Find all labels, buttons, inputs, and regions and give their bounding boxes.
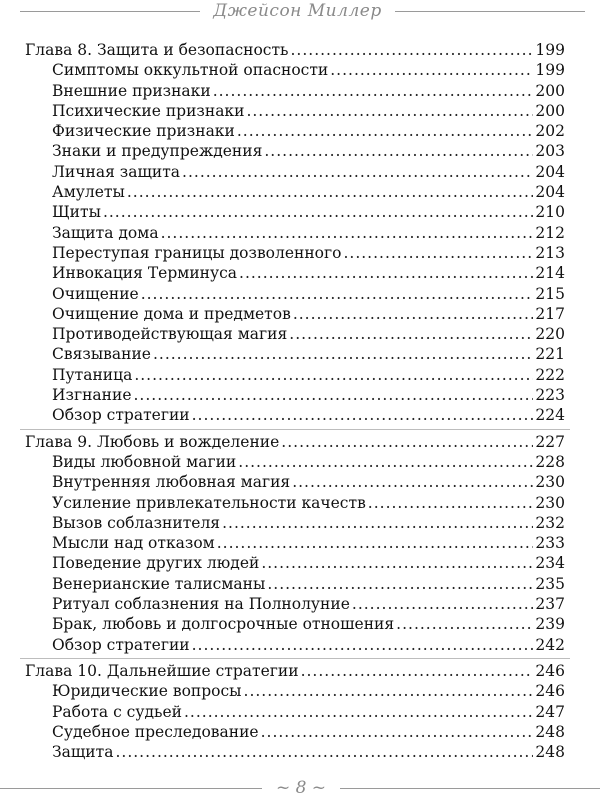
dot-leader [352, 594, 534, 614]
dot-leader [134, 365, 533, 385]
toc-entry-title: Вызов соблазнителя [52, 513, 221, 532]
header-rule-right [395, 11, 585, 12]
toc-entry [25, 574, 565, 594]
toc-entry [25, 365, 565, 385]
toc-entry-title: Связывание [52, 345, 151, 364]
toc-page-number: 224 [535, 406, 565, 425]
toc-page-number: 246 [535, 661, 565, 680]
toc-page-number: 242 [535, 635, 565, 654]
toc-entry [25, 533, 565, 553]
toc-entry-title: Очищение дома и предметов [52, 304, 291, 323]
toc-page-number: 228 [535, 452, 565, 471]
toc-entry-title: Обзор стратегии [52, 635, 190, 654]
toc-page-number: 210 [535, 203, 565, 222]
toc-page-number: 248 [535, 722, 565, 741]
dot-leader [301, 661, 534, 681]
toc-entry [25, 702, 565, 722]
toc-page-number: 230 [535, 473, 565, 492]
dot-leader [281, 432, 533, 452]
dot-leader [368, 493, 534, 513]
toc-entry-title: Инвокация Терминуса [52, 264, 238, 283]
toc-page-number: 237 [535, 595, 565, 614]
toc-entry-title: Защита дома [52, 223, 159, 242]
dot-leader [396, 614, 533, 634]
toc-page-number: 220 [535, 325, 565, 344]
toc-page-number: 203 [535, 142, 565, 161]
toc-entry-title: Судебное преследование [52, 722, 259, 741]
toc-page-number: 199 [535, 41, 565, 59]
toc-entry [25, 60, 565, 80]
dot-leader [246, 101, 533, 121]
dot-leader [264, 141, 533, 161]
toc-entry-title: Путаница [52, 365, 133, 384]
dot-leader [261, 722, 534, 742]
toc-page-number: 202 [535, 122, 565, 141]
chapter-title: Глава 9. Любовь и вожделение [25, 432, 280, 451]
chapter-title: Глава 8. Защита и безопасность [25, 41, 289, 59]
dot-leader [267, 574, 533, 594]
running-footer [0, 776, 600, 800]
toc-entry [25, 722, 565, 742]
toc-entry [25, 405, 565, 425]
dot-leader [289, 324, 533, 344]
toc-entry-title: Брак, любовь и долгосрочные отношения [52, 615, 395, 634]
dot-leader [115, 742, 533, 762]
toc-entry-title: Личная защита [52, 162, 181, 181]
dot-leader [127, 182, 534, 202]
chapter-row [25, 661, 565, 681]
toc-entry [25, 81, 565, 101]
toc-entry [25, 385, 565, 405]
dot-leader [182, 162, 533, 182]
dot-leader [343, 243, 533, 263]
toc-entry [25, 304, 565, 324]
toc-entry [25, 243, 565, 263]
toc-entry-title: Щиты [52, 203, 101, 222]
toc-page-number: 215 [535, 284, 565, 303]
dot-leader [103, 202, 533, 222]
footer-rule-right [340, 788, 600, 789]
chapter-divider [20, 429, 570, 430]
toc-page-number: 247 [535, 702, 565, 721]
toc-page-number: 204 [535, 183, 565, 202]
dot-leader [237, 121, 534, 141]
toc-entry-title: Ритуал соблазнения на Полнолуние [52, 595, 350, 614]
toc-entry [25, 263, 565, 283]
toc-entry-title: Венерианские талисманы [52, 574, 266, 593]
toc-entry-title: Амулеты [52, 183, 125, 202]
toc-entry-title: Защита [52, 743, 114, 762]
toc-entry [25, 594, 565, 614]
toc-entry-title: Усиление привлекательности качеств [52, 493, 366, 512]
toc-entry [25, 614, 565, 634]
chapter-row [25, 432, 565, 452]
toc-page-number: 200 [535, 101, 565, 120]
toc-entry [25, 681, 565, 701]
dot-leader [261, 553, 533, 573]
dot-leader [238, 452, 533, 472]
toc-entry [25, 472, 565, 492]
toc-entry-title: Юридические вопросы [52, 682, 242, 701]
toc-entry-title: Внешние признаки [52, 81, 211, 100]
toc-entry [25, 284, 565, 304]
dot-leader [291, 40, 534, 60]
toc-entry-title: Виды любовной магии [52, 452, 237, 471]
toc-page-number: 212 [535, 223, 565, 242]
dot-leader [217, 533, 534, 553]
header-author: Джейсон Миллер [213, 1, 382, 21]
toc-page-number: 204 [535, 162, 565, 181]
toc-page-number: 217 [535, 304, 565, 323]
toc-entry [25, 553, 565, 573]
toc-entry [25, 324, 565, 344]
dot-leader [239, 263, 533, 283]
toc-entry [25, 344, 565, 364]
toc-entry-title: Симптомы оккультной опасности [52, 61, 329, 80]
toc-entry-title: Обзор стратегии [52, 406, 190, 425]
toc-entry [25, 162, 565, 182]
chapter-divider [20, 658, 570, 659]
toc-page-number: 248 [535, 743, 565, 762]
toc-page-number: 213 [535, 243, 565, 262]
dot-leader [213, 81, 534, 101]
toc-entry [25, 101, 565, 121]
toc-entry [25, 121, 565, 141]
toc-page-number: 230 [535, 493, 565, 512]
dot-leader [184, 702, 533, 722]
dot-leader [244, 681, 534, 701]
toc-page-number: 223 [535, 386, 565, 405]
toc-entry-title: Работа с судьей [52, 702, 182, 721]
dot-leader [153, 344, 533, 364]
toc-page-number: 234 [535, 554, 565, 573]
toc-entry [25, 635, 565, 655]
toc-page-number: 221 [535, 345, 565, 364]
toc-entry-title: Физические признаки [52, 122, 235, 141]
toc-page-number: 235 [535, 574, 565, 593]
dot-leader [222, 513, 533, 533]
dot-leader [161, 223, 534, 243]
toc-page-number: 233 [535, 534, 565, 553]
toc-entry-title: Противодействующая магия [52, 325, 288, 344]
dot-leader [330, 60, 533, 80]
table-of-contents [25, 40, 565, 762]
toc-entry [25, 452, 565, 472]
dot-leader [141, 284, 534, 304]
toc-entry [25, 742, 565, 762]
dot-leader [192, 635, 534, 655]
toc-entry-title: Поведение других людей [52, 554, 260, 573]
toc-page-number: 214 [535, 264, 565, 283]
dot-leader [192, 405, 534, 425]
header-rule-left [20, 11, 200, 12]
page-number: ~ 8 ~ [275, 778, 327, 798]
toc-entry-title: Изгнание [52, 386, 132, 405]
toc-entry [25, 513, 565, 533]
toc-entry [25, 141, 565, 161]
toc-page-number: 227 [535, 432, 565, 451]
footer-rule-left [0, 788, 262, 789]
toc-page-number: 199 [535, 61, 565, 80]
toc-entry [25, 202, 565, 222]
toc-entry-title: Знаки и предупреждения [52, 142, 263, 161]
toc-entry [25, 223, 565, 243]
toc-page-number: 239 [535, 615, 565, 634]
toc-page-number: 246 [535, 682, 565, 701]
chapter-row [25, 40, 565, 60]
toc-entry [25, 182, 565, 202]
toc-page-number: 200 [535, 81, 565, 100]
chapter-title: Глава 10. Дальнейшие стратегии [25, 661, 299, 680]
dot-leader [292, 472, 533, 492]
toc-page-number: 232 [535, 513, 565, 532]
toc-entry-title: Мысли над отказом [52, 534, 215, 553]
dot-leader [134, 385, 534, 405]
toc-entry-title: Переступая границы дозволенного [52, 243, 342, 262]
toc-entry-title: Очищение [52, 284, 139, 303]
toc-entry [25, 493, 565, 513]
running-header [0, 0, 600, 24]
toc-page-number: 222 [535, 365, 565, 384]
dot-leader [293, 304, 534, 324]
toc-entry-title: Внутренняя любовная магия [52, 473, 291, 492]
toc-entry-title: Психические признаки [52, 101, 245, 120]
